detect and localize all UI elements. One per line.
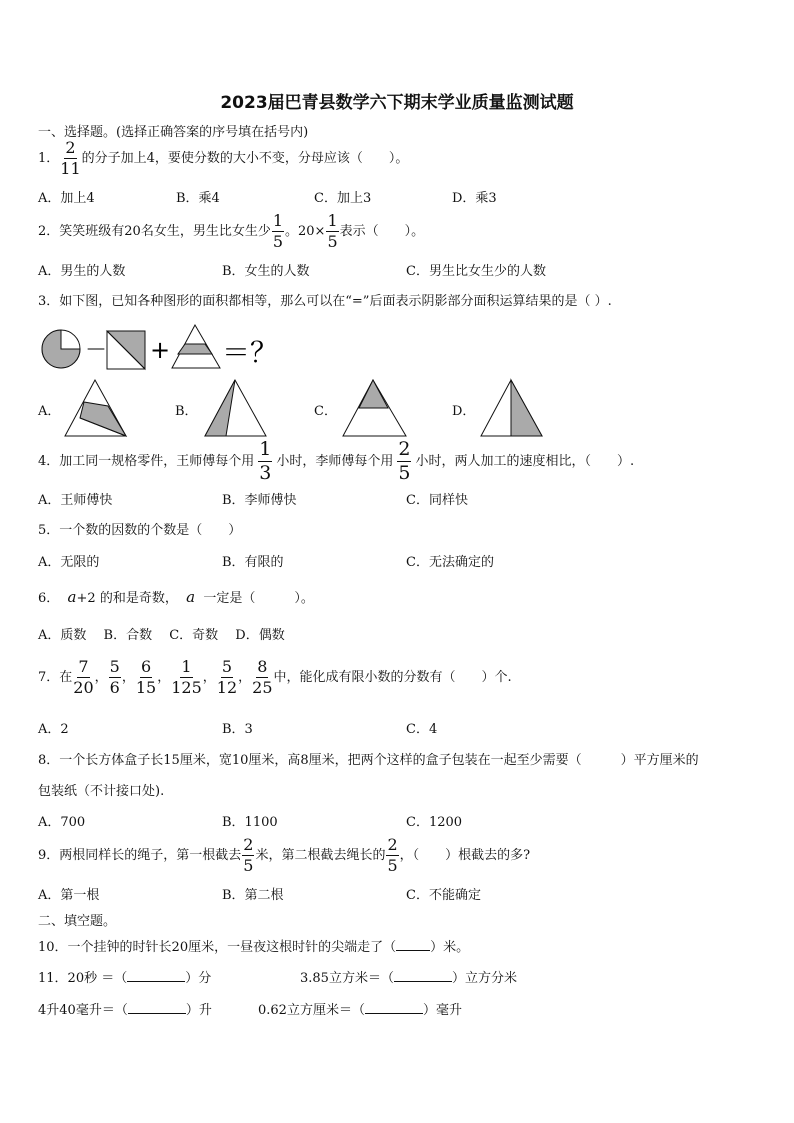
question-7: 7．在 $\frac{7}{20}$ ， $\frac{5}{6}$ ， $\frac{6}{15}$ ， $\frac{1}{125}$ ， $\frac{5}{12}$ ， $\frac{8}{25}$ 中，能化成有限小数的分数有（ ）个. bbox=[38, 657, 512, 697]
answer-blank bbox=[128, 1013, 186, 1014]
q8-option-b: B．1100 bbox=[222, 815, 278, 830]
question-9: 9．两根同样长的绳子，第一根截去 $\frac{2}{5}$ 米，第二根截去绳长的 $\frac{2}{5}$ ，（ ）根截去的多? bbox=[38, 835, 531, 875]
question-11-part4: 0.62立方厘米＝（ ）毫升 bbox=[258, 1003, 462, 1018]
svg-text:+: + bbox=[150, 336, 171, 364]
question-8-cont: 包装纸（不计接口处). bbox=[38, 784, 165, 799]
svg-text:＝？: ＝？ bbox=[222, 336, 279, 369]
page-title: 2023届巴青县数学六下期末学业质量监测试题 bbox=[220, 93, 574, 113]
fraction: $\frac{2}{5}$ bbox=[387, 835, 398, 875]
q2-option-c: C．男生比女生少的人数 bbox=[406, 264, 546, 279]
fraction: $\frac{6}{15}$ bbox=[135, 657, 157, 697]
svg-text:－: － bbox=[85, 338, 108, 363]
q2-option-b: B．女生的人数 bbox=[222, 264, 310, 279]
q3-option-d: D． bbox=[452, 404, 476, 419]
question-3: 3．如下图，已知各种图形的面积都相等，那么可以在“=”后面表示阴影部分面积运算结果的是（ ）. bbox=[38, 294, 612, 309]
q3-triangle-c bbox=[340, 378, 410, 442]
fraction: $\frac{8}{25}$ bbox=[252, 657, 273, 697]
q4-option-b: B．李师傅快 bbox=[222, 493, 297, 508]
q8-option-c: C．1200 bbox=[406, 815, 463, 830]
q1-option-d: D．乘3 bbox=[452, 191, 497, 206]
q3-triangle-b bbox=[200, 378, 270, 442]
question-10: 10．一个挂钟的时针长20厘米，一昼夜这根时针的尖端走了（ ）米。 bbox=[38, 940, 470, 955]
fraction: $\frac{1}{125}$ bbox=[171, 657, 202, 697]
area-equation-figure bbox=[40, 322, 280, 372]
q9-option-b: B．第二根 bbox=[222, 888, 284, 903]
fraction: $\frac{1}{5}$ bbox=[327, 211, 338, 251]
question-6: 6． a+2 的和是奇数， a 一定是（ ）。 bbox=[38, 588, 314, 606]
q2-option-a: A．男生的人数 bbox=[38, 264, 126, 279]
question-8: 8．一个长方体盒子长15厘米，宽10厘米，高8厘米，把两个这样的盒子包装在一起至少需要（ ）平方厘米的 bbox=[38, 753, 699, 768]
q3-triangle-d bbox=[478, 378, 548, 442]
q6-options: A．质数 B．合数 C．奇数 D．偶数 bbox=[38, 628, 285, 643]
q8-option-a: A．700 bbox=[38, 815, 86, 830]
q7-option-b: B．3 bbox=[222, 722, 253, 737]
fraction: $\frac{5}{12}$ bbox=[216, 657, 238, 697]
fraction: $\frac{1}{5}$ bbox=[272, 211, 284, 251]
q9-option-c: C．不能确定 bbox=[406, 888, 481, 903]
q5-option-a: A．无限的 bbox=[38, 555, 100, 570]
q1-option-c: C．加上3 bbox=[314, 191, 372, 206]
q7-option-a: A．2 bbox=[38, 722, 69, 737]
question-11-part3: 4升40毫升＝（ ）升 bbox=[38, 1003, 212, 1018]
q5-option-b: B．有限的 bbox=[222, 555, 284, 570]
answer-blank bbox=[396, 950, 430, 951]
fraction: $\frac{1}{3}$ bbox=[259, 438, 272, 484]
q3-option-b: B． bbox=[175, 404, 198, 419]
q1-option-a: A．加上4 bbox=[38, 191, 95, 206]
q4-option-c: C．同样快 bbox=[406, 493, 468, 508]
q3-triangle-a bbox=[60, 378, 130, 442]
fraction: $\frac{2}{11}$ bbox=[60, 138, 81, 178]
fraction: $\frac{5}{6}$ bbox=[109, 657, 120, 697]
question-4: 4．加工同一规格零件，王师傅每个用 $\frac{1}{3}$ 小时，李师傅每个用 $\frac{2}{5}$ 小时，两人加工的速度相比，（ ）. bbox=[38, 438, 635, 484]
q3-option-c: C． bbox=[314, 404, 337, 419]
q3-option-a: A． bbox=[38, 404, 61, 419]
answer-blank bbox=[365, 1013, 423, 1014]
fraction: $\frac{7}{20}$ bbox=[73, 657, 94, 697]
question-5: 5．一个数的因数的个数是（ ） bbox=[38, 523, 242, 538]
question-2: 2．笑笑班级有20名女生，男生比女生少 $\frac{1}{5}$ 。20× $\frac{1}{5}$ 表示（ ）。 bbox=[38, 211, 425, 251]
section-heading-fill: 二、填空题。 bbox=[38, 914, 117, 929]
answer-blank bbox=[127, 981, 185, 982]
question-11-part2: 3.85立方米＝（ ）立方分米 bbox=[300, 971, 517, 986]
section-heading-choice: 一、选择题。(选择正确答案的序号填在括号内) bbox=[38, 125, 309, 140]
answer-blank bbox=[394, 981, 452, 982]
question-11-part1: 11．20秒 ＝（ ）分 bbox=[38, 971, 212, 986]
fraction: $\frac{2}{5}$ bbox=[243, 835, 254, 875]
q5-option-c: C．无法确定的 bbox=[406, 555, 494, 570]
q7-option-c: C．4 bbox=[406, 722, 438, 737]
q4-option-a: A．王师傅快 bbox=[38, 493, 113, 508]
q9-option-a: A．第一根 bbox=[38, 888, 100, 903]
q1-option-b: B．乘4 bbox=[176, 191, 220, 206]
question-1: 1． $\frac{2}{11}$ 的分子加上4，要使分数的大小不变，分母应该（ ）。 bbox=[38, 138, 409, 178]
fraction: $\frac{2}{5}$ bbox=[398, 438, 411, 484]
